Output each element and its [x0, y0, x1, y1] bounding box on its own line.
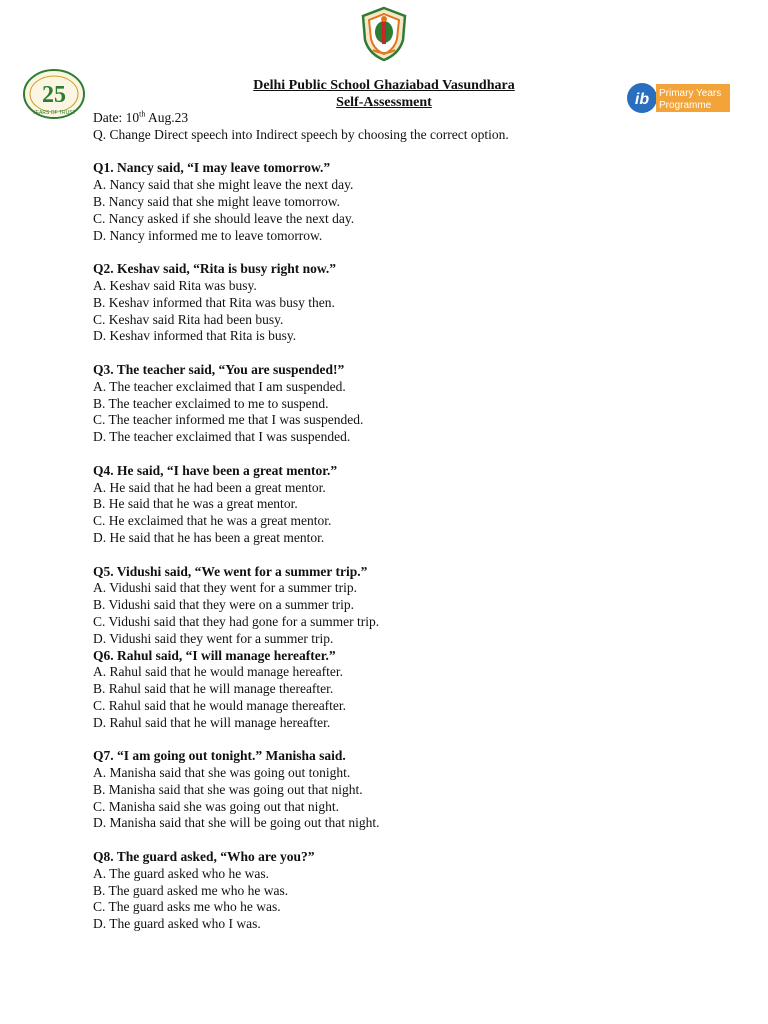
- question-text: Q1. Nancy said, “I may leave tomorrow.”: [93, 160, 331, 176]
- option-b: B. Vidushi said that they were on a summer trip.: [93, 597, 355, 613]
- document-header: [0, 77, 768, 111]
- option-a: A. Nancy said that she might leave the next day.: [93, 177, 354, 193]
- option-c: C. Manisha said she was going out that night.: [93, 798, 339, 814]
- option-d: D. Rahul said that he will manage hereafter.: [93, 714, 331, 730]
- option-b: B. Rahul said that he will manage thereafter.: [93, 681, 334, 697]
- option-c: C. The teacher informed me that I was suspended.: [93, 412, 364, 428]
- ib-mark: ib: [634, 91, 650, 108]
- question-block-7: [93, 748, 693, 832]
- option-a: A. The guard asked who he was.: [93, 865, 269, 881]
- question-text: Q7. “I am going out tonight.” Manisha said.: [93, 748, 346, 764]
- date-label: Date: 10: [93, 110, 140, 125]
- anniversary-ring-text: YEARS OF TRUST: [32, 110, 76, 116]
- worksheet-body: [93, 110, 693, 933]
- anniversary-number: 25: [42, 82, 66, 108]
- question-text: Q6. Rahul said, “I will manage hereafter.”: [93, 647, 336, 663]
- date-suffix: th: [139, 109, 146, 119]
- question-block-5: [93, 564, 693, 648]
- ib-line1: Primary Years: [659, 88, 722, 99]
- instruction: Q. Change Direct speech into Indirect speech by choosing the correct option.: [93, 126, 509, 142]
- option-d: D. Manisha said that she will be going out that night.: [93, 815, 380, 831]
- option-d: D. The guard asked who I was.: [93, 916, 261, 932]
- question-block-3: [93, 362, 693, 446]
- option-d: D. Nancy informed me to leave tomorrow.: [93, 227, 323, 243]
- option-c: C. Nancy asked if she should leave the next day.: [93, 210, 355, 226]
- option-b: B. The guard asked me who he was.: [93, 882, 289, 898]
- option-b: B. He said that he was a great mentor.: [93, 496, 298, 512]
- school-crest-logo: [359, 6, 409, 62]
- option-a: A. Manisha said that she was going out tonight.: [93, 765, 351, 781]
- question-text: Q4. He said, “I have been a great mentor.”: [93, 462, 338, 478]
- option-c: C. Rahul said that he would manage thereafter.: [93, 697, 347, 713]
- question-text: Q8. The guard asked, “Who are you?”: [93, 849, 315, 865]
- option-c: C. Keshav said Rita had been busy.: [93, 311, 284, 327]
- option-d: D. The teacher exclaimed that I was suspended.: [93, 429, 351, 445]
- option-d: D. Vidushi said they went for a summer trip.: [93, 630, 334, 646]
- question-text: Q3. The teacher said, “You are suspended!”: [93, 361, 345, 377]
- option-d: D. He said that he has been a great mentor.: [93, 529, 325, 545]
- date-rest: Aug.23: [145, 110, 189, 125]
- page-title: Self-Assessment: [336, 95, 432, 110]
- question-block-1: [93, 160, 693, 244]
- option-c: C. Vidushi said that they had gone for a summer trip.: [93, 613, 380, 629]
- date-line: [93, 110, 693, 127]
- option-c: C. The guard asks me who he was.: [93, 899, 281, 915]
- option-b: B. The teacher exclaimed to me to suspend.: [93, 395, 329, 411]
- option-a: A. Rahul said that he would manage hereafter.: [93, 664, 344, 680]
- option-a: A. Keshav said Rita was busy.: [93, 277, 257, 293]
- option-b: B. Nancy said that she might leave tomorrow.: [93, 193, 340, 209]
- school-name: Delhi Public School Ghaziabad Vasundhara: [253, 78, 515, 93]
- option-a: A. Vidushi said that they went for a summer trip.: [93, 580, 358, 596]
- option-b: B. Manisha said that she was going out that night.: [93, 781, 363, 797]
- option-a: A. The teacher exclaimed that I am suspended.: [93, 378, 346, 394]
- option-b: B. Keshav informed that Rita was busy then.: [93, 294, 335, 310]
- option-c: C. He exclaimed that he was a great mentor.: [93, 513, 332, 529]
- question-text: Q5. Vidushi said, “We went for a summer trip.”: [93, 563, 368, 579]
- question-block-4: [93, 463, 693, 547]
- option-a: A. He said that he had been a great mentor.: [93, 479, 326, 495]
- question-block-2: [93, 261, 693, 345]
- question-block-8: [93, 849, 693, 933]
- question-block-6: [93, 648, 693, 732]
- question-text: Q2. Keshav said, “Rita is busy right now.”: [93, 261, 337, 277]
- ib-line2: Programme: [659, 100, 712, 111]
- option-d: D. Keshav informed that Rita is busy.: [93, 328, 297, 344]
